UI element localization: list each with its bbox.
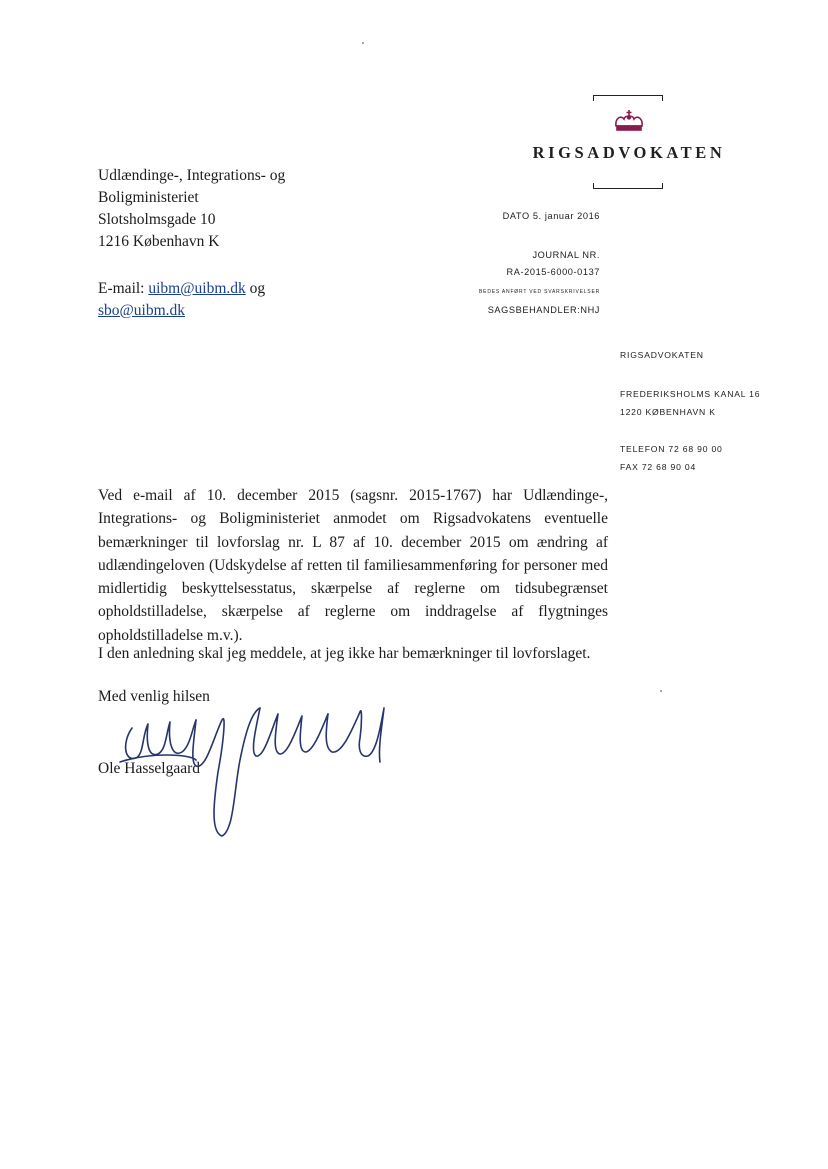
email-joiner: og [245,280,266,297]
email-label: E-mail: [98,280,149,297]
letter-date: DATO 5. januar 2016 [502,211,600,221]
recipient-line: Boligministeriet [98,189,199,206]
body-paragraph: Ved e-mail af 10. december 2015 (sagsnr. 2015-1767) har Udlændinge-, Integrations- og Boligministeriet anmodet om Rigsadvokatens eventuelle bemærkninger til lovforslag nr. L 87 af 10. december 2015 om ændring af udlændingeloven (Udskydelse af retten til familiesammenføring for personer med midlertidig beskyttelsesstatus, skærpelse af reglerne om tidsubegrænset opholdstilladelse, skærpelse af reglerne om inddragelse af flygtninges opholdstilladelse m.v.). [98,487,608,644]
recipient-line: Udlændinge-, Integrations- og [98,167,286,184]
journal-number: RA-2015-6000-0137 [506,267,600,277]
case-officer: SAGSBEHANDLER:NHJ [487,305,600,315]
sender-phone: TELEFON 72 68 90 00 [620,444,723,454]
sender-name: RIGSADVOKATEN [620,350,704,360]
logo-bottom-rule [593,183,663,189]
sender-fax: FAX 72 68 90 04 [620,462,697,472]
sender-street: FREDERIKSHOLMS KANAL 16 [620,389,761,399]
signer-name: Ole Hasselgaard [98,760,200,777]
email-link-secondary[interactable]: sbo@uibm.dk [98,302,186,319]
handwritten-signature [110,700,395,845]
email-link-primary[interactable]: uibm@uibm.dk [148,280,246,297]
logo-top-rule [593,95,663,101]
scan-speck [660,690,662,692]
scan-speck [362,42,364,44]
crown-icon [612,108,646,134]
recipient-line: 1216 København K [98,233,220,250]
journal-label: JOURNAL NR. [532,250,600,260]
logo-wordmark: RIGSADVOKATEN [532,143,726,162]
cite-note: BEDES ANFØRT VED SVARSKRIVELSER [479,289,600,295]
closing-salutation: Med venlig hilsen [98,688,210,705]
recipient-email-line [98,278,265,300]
recipient-email-line [98,300,185,322]
body-paragraph-2: I den anledning skal jeg meddele, at jeg ikke har bemærkninger til lovforslaget. [98,645,591,662]
sender-city: 1220 KØBENHAVN K [620,407,716,417]
recipient-line: Slotsholmsgade 10 [98,211,216,228]
